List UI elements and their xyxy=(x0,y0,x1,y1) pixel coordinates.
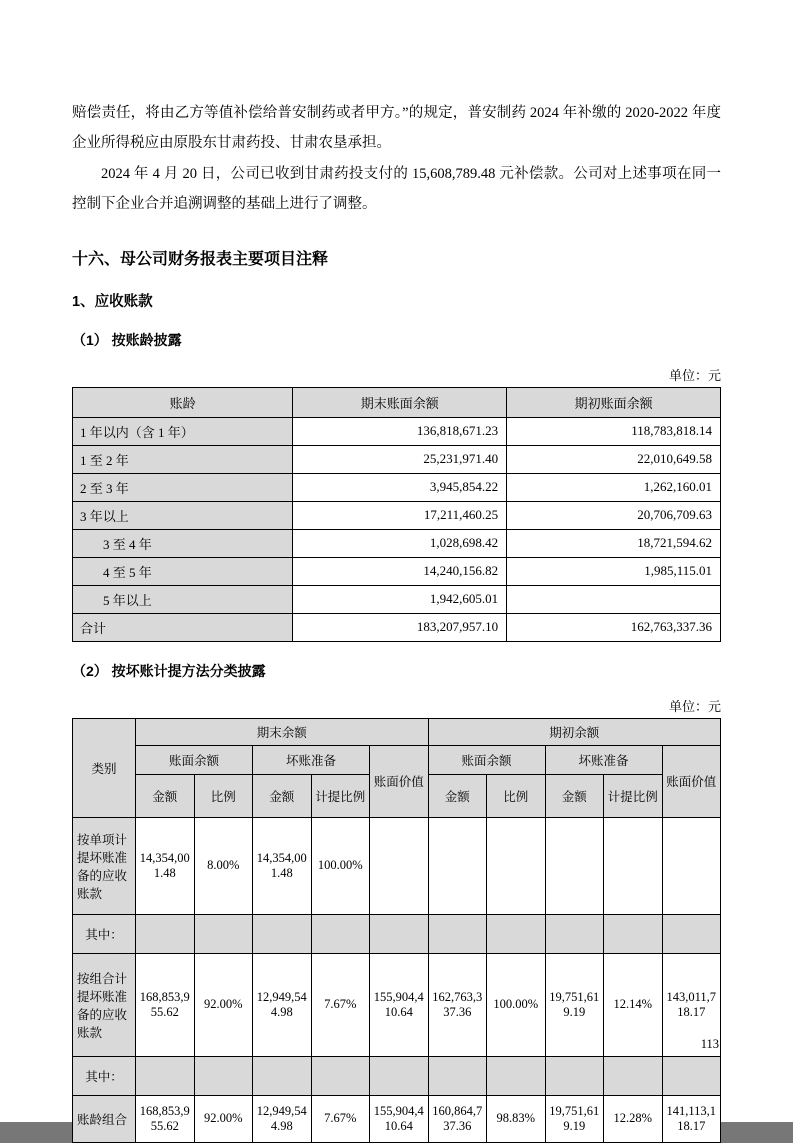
provision-value-cell xyxy=(604,914,663,953)
aging-total-value-cell: 162,763,337.36 xyxy=(507,613,721,641)
provision-value-cell xyxy=(311,1056,370,1095)
subheading-aging-disclosure: （1） 按账龄披露 xyxy=(72,331,182,348)
aging-label-cell: 3 年以上 xyxy=(73,501,293,529)
provision-category-cell: 其中： xyxy=(73,1056,136,1095)
table-row xyxy=(73,445,721,473)
table-row xyxy=(73,1095,721,1142)
provision-value-cell: 7.67% xyxy=(311,953,370,1056)
provision-value-cell: 92.00% xyxy=(194,1095,253,1142)
provision-header-cell: 计提比例 xyxy=(604,774,663,817)
provision-header-cell: 坏账准备 xyxy=(253,745,370,774)
table-row xyxy=(73,914,721,953)
provision-value-cell xyxy=(194,914,253,953)
provision-header-cell: 计提比例 xyxy=(311,774,370,817)
aging-value-cell: 118,783,818.14 xyxy=(507,417,721,445)
provision-header-cell: 期末余额 xyxy=(136,718,429,745)
provision-value-cell xyxy=(370,914,429,953)
provision-value-cell xyxy=(311,914,370,953)
page-number: 113 xyxy=(700,1037,719,1051)
provision-category-cell: 按单项计提坏账准备的应收账款 xyxy=(73,817,136,914)
provision-value-cell: 12,949,544.98 xyxy=(253,1095,312,1142)
table-row xyxy=(73,817,721,914)
provision-value-cell xyxy=(428,1056,487,1095)
table-row xyxy=(73,557,721,585)
provision-value-cell: 155,904,410.64 xyxy=(370,1095,429,1142)
provision-value-cell xyxy=(487,914,546,953)
aging-value-cell: 1,942,605.01 xyxy=(293,585,507,613)
provision-table xyxy=(72,718,721,1143)
provision-value-cell xyxy=(428,817,487,914)
provision-value-cell xyxy=(370,817,429,914)
aging-value-cell: 1,262,160.01 xyxy=(507,473,721,501)
provision-value-cell: 162,763,337.36 xyxy=(428,953,487,1056)
provision-header-cell: 账面价值 xyxy=(370,745,429,817)
provision-value-cell xyxy=(604,1056,663,1095)
provision-value-cell xyxy=(487,1056,546,1095)
provision-value-cell xyxy=(545,817,604,914)
aging-label-cell: 4 至 5 年 xyxy=(73,557,293,585)
provision-value-cell: 8.00% xyxy=(194,817,253,914)
aging-header-cell: 期初账面余额 xyxy=(507,387,721,417)
aging-label-cell: 1 年以内（含 1 年） xyxy=(73,417,293,445)
aging-table xyxy=(72,387,721,642)
aging-label-cell: 3 至 4 年 xyxy=(73,529,293,557)
aging-header-cell: 账龄 xyxy=(73,387,293,417)
aging-label-cell: 2 至 3 年 xyxy=(73,473,293,501)
aging-value-cell xyxy=(507,585,721,613)
provision-value-cell: 19,751,619.19 xyxy=(545,953,604,1056)
provision-value-cell: 12,949,544.98 xyxy=(253,953,312,1056)
body-paragraph: 赔偿责任，将由乙方等值补偿给普安制药或者甲方。”的规定，普安制药 2024 年补缴的 2020-2022 年度企业所得税应由原股东甘肃药投、甘肃农垦承担。 xyxy=(72,105,721,152)
provision-header-cell: 类别 xyxy=(73,718,136,817)
aging-value-cell: 14,240,156.82 xyxy=(293,557,507,585)
aging-value-cell: 1,028,698.42 xyxy=(293,529,507,557)
provision-value-cell: 100.00% xyxy=(311,817,370,914)
provision-header-cell: 金额 xyxy=(136,774,195,817)
provision-value-cell: 143,011,718.17 xyxy=(662,953,721,1056)
provision-value-cell: 141,113,118.17 xyxy=(662,1095,721,1142)
provision-value-cell: 92.00% xyxy=(194,953,253,1056)
provision-value-cell: 168,853,955.62 xyxy=(136,1095,195,1142)
provision-value-cell: 12.28% xyxy=(604,1095,663,1142)
provision-value-cell: 7.67% xyxy=(311,1095,370,1142)
provision-value-cell: 14,354,001.48 xyxy=(136,817,195,914)
table-row xyxy=(73,585,721,613)
provision-value-cell xyxy=(253,914,312,953)
provision-value-cell: 98.83% xyxy=(487,1095,546,1142)
provision-value-cell xyxy=(662,914,721,953)
table-row xyxy=(73,953,721,1056)
provision-value-cell: 168,853,955.62 xyxy=(136,953,195,1056)
provision-header-row xyxy=(73,718,721,745)
aging-value-cell: 22,010,649.58 xyxy=(507,445,721,473)
provision-header-row xyxy=(73,745,721,774)
provision-value-cell xyxy=(545,1056,604,1095)
provision-value-cell xyxy=(370,1056,429,1095)
subheading-provision-method: （2） 按坏账计提方法分类披露 xyxy=(72,662,266,679)
section-heading: 十六、母公司财务报表主要项目注释 xyxy=(72,250,329,268)
aging-value-cell: 1,985,115.01 xyxy=(507,557,721,585)
table-row xyxy=(73,473,721,501)
provision-value-cell xyxy=(604,817,663,914)
provision-header-cell: 比例 xyxy=(194,774,253,817)
provision-value-cell: 155,904,410.64 xyxy=(370,953,429,1056)
provision-value-cell: 100.00% xyxy=(487,953,546,1056)
body-paragraph: 2024 年 4 月 20 日，公司已收到甘肃药投支付的 15,608,789.48 元补偿款。公司对上述事项在同一控制下企业合并追溯调整的基础上进行了调整。 xyxy=(72,165,721,213)
table-row xyxy=(73,613,721,641)
provision-value-cell xyxy=(428,914,487,953)
provision-header-cell: 金额 xyxy=(545,774,604,817)
provision-value-cell: 160,864,737.36 xyxy=(428,1095,487,1142)
provision-value-cell: 14,354,001.48 xyxy=(253,817,312,914)
provision-category-cell: 其中： xyxy=(73,914,136,953)
provision-header-cell: 金额 xyxy=(428,774,487,817)
aging-value-cell: 3,945,854.22 xyxy=(293,473,507,501)
provision-header-cell: 账面价值 xyxy=(662,745,721,817)
aging-header-row xyxy=(73,387,721,417)
table-row xyxy=(73,501,721,529)
provision-value-cell xyxy=(662,817,721,914)
unit-label: 单位：元 xyxy=(668,698,721,714)
provision-category-cell: 按组合计提坏账准备的应收账款 xyxy=(73,953,136,1056)
provision-category-cell: 账龄组合 xyxy=(73,1095,136,1142)
provision-header-cell: 坏账准备 xyxy=(545,745,662,774)
provision-value-cell: 19,751,619.19 xyxy=(545,1095,604,1142)
aging-total-value-cell: 183,207,957.10 xyxy=(293,613,507,641)
aging-value-cell: 136,818,671.23 xyxy=(293,417,507,445)
provision-header-cell: 金额 xyxy=(253,774,312,817)
aging-value-cell: 20,706,709.63 xyxy=(507,501,721,529)
table-row xyxy=(73,1056,721,1095)
aging-label-cell: 1 至 2 年 xyxy=(73,445,293,473)
provision-header-cell: 账面余额 xyxy=(428,745,545,774)
aging-value-cell: 25,231,971.40 xyxy=(293,445,507,473)
aging-value-cell: 17,211,460.25 xyxy=(293,501,507,529)
provision-header-cell: 期初余额 xyxy=(428,718,721,745)
unit-label: 单位：元 xyxy=(668,367,721,383)
table-row xyxy=(73,417,721,445)
provision-value-cell: 12.14% xyxy=(604,953,663,1056)
provision-value-cell xyxy=(662,1056,721,1095)
provision-value-cell xyxy=(487,817,546,914)
aging-total-label-cell: 合计 xyxy=(73,613,293,641)
provision-value-cell xyxy=(136,914,195,953)
aging-header-cell: 期末账面余额 xyxy=(293,387,507,417)
provision-header-cell: 比例 xyxy=(487,774,546,817)
aging-label-cell: 5 年以上 xyxy=(73,585,293,613)
subheading-receivables: 1、应收账款 xyxy=(72,293,153,310)
table-row xyxy=(73,529,721,557)
provision-header-cell: 账面余额 xyxy=(136,745,253,774)
aging-value-cell: 18,721,594.62 xyxy=(507,529,721,557)
provision-value-cell xyxy=(253,1056,312,1095)
provision-value-cell xyxy=(136,1056,195,1095)
provision-value-cell xyxy=(194,1056,253,1095)
provision-value-cell xyxy=(545,914,604,953)
